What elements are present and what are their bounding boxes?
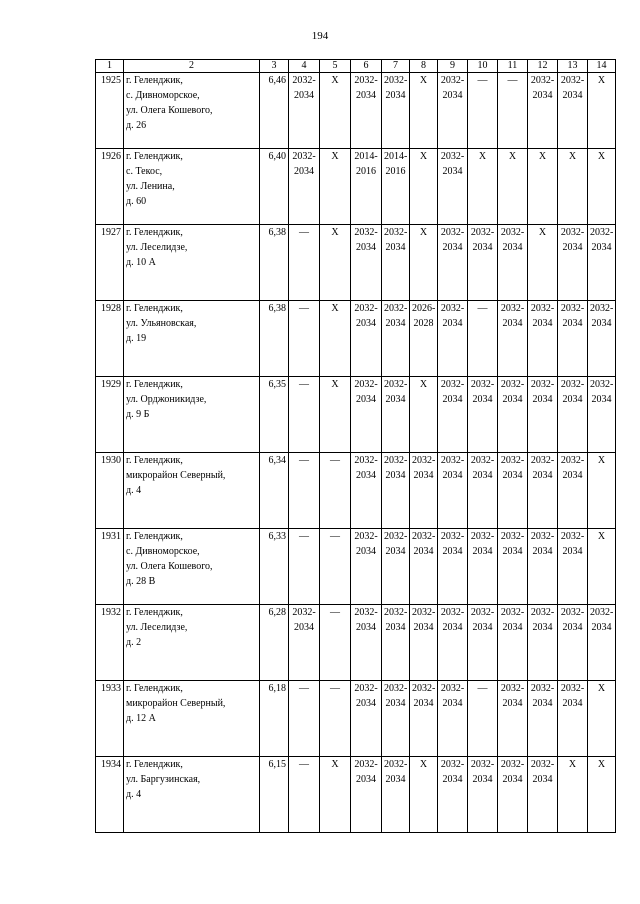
column-header: 14 [588, 60, 616, 73]
area-cell: 6,28 [260, 605, 289, 681]
value-cell: 2032- 2034 [351, 453, 382, 529]
row-number-cell: 1926 [96, 149, 124, 225]
column-header: 3 [260, 60, 289, 73]
area-cell: 6,15 [260, 757, 289, 833]
value-cell: X [410, 73, 438, 149]
area-cell: 6,38 [260, 301, 289, 377]
value-cell: 2032- 2034 [351, 605, 382, 681]
address-cell: г. Геленджик, ул. Леселидзе, д. 10 А [124, 225, 260, 301]
column-header: 13 [558, 60, 588, 73]
address-cell: г. Геленджик, ул. Орджоникидзе, д. 9 Б [124, 377, 260, 453]
value-cell: 2032- 2034 [468, 757, 498, 833]
value-cell: 2032- 2034 [351, 529, 382, 605]
column-header: 2 [124, 60, 260, 73]
table-row [96, 301, 616, 377]
value-cell: X [498, 149, 528, 225]
table-row [96, 757, 616, 833]
value-cell: 2032- 2034 [382, 377, 410, 453]
address-cell: г. Геленджик, с. Текос, ул. Ленина, д. 60 [124, 149, 260, 225]
row-number-cell: 1931 [96, 529, 124, 605]
value-cell: — [468, 301, 498, 377]
value-cell: 2032- 2034 [558, 529, 588, 605]
value-cell: 2032- 2034 [438, 605, 468, 681]
value-cell: 2032- 2034 [528, 377, 558, 453]
value-cell: X [320, 149, 351, 225]
value-cell: 2032- 2034 [351, 301, 382, 377]
value-cell: X [410, 149, 438, 225]
value-cell: X [410, 377, 438, 453]
value-cell: X [468, 149, 498, 225]
value-cell: 2032- 2034 [382, 225, 410, 301]
row-number-cell: 1934 [96, 757, 124, 833]
value-cell: — [289, 529, 320, 605]
value-cell: 2032- 2034 [558, 453, 588, 529]
row-number-cell: 1928 [96, 301, 124, 377]
value-cell: 2032- 2034 [468, 225, 498, 301]
value-cell: 2032- 2034 [528, 605, 558, 681]
value-cell: 2032- 2034 [498, 529, 528, 605]
value-cell: 2032- 2034 [289, 73, 320, 149]
value-cell: X [320, 301, 351, 377]
value-cell: 2032- 2034 [382, 73, 410, 149]
address-cell: г. Геленджик, с. Дивноморское, ул. Олега Кошевого, д. 26 [124, 73, 260, 149]
row-number-cell: 1929 [96, 377, 124, 453]
column-header: 7 [382, 60, 410, 73]
value-cell: 2032- 2034 [528, 681, 558, 757]
value-cell: — [320, 529, 351, 605]
value-cell: 2032- 2034 [382, 529, 410, 605]
value-cell: — [289, 757, 320, 833]
value-cell: — [320, 681, 351, 757]
value-cell: X [588, 149, 616, 225]
table-row [96, 225, 616, 301]
value-cell: X [320, 757, 351, 833]
value-cell: 2032- 2034 [468, 605, 498, 681]
value-cell: 2032- 2034 [351, 377, 382, 453]
value-cell: 2032- 2034 [558, 377, 588, 453]
value-cell: 2032- 2034 [498, 301, 528, 377]
column-header: 11 [498, 60, 528, 73]
area-cell: 6,34 [260, 453, 289, 529]
value-cell: 2032- 2034 [558, 73, 588, 149]
value-cell: 2032- 2034 [438, 681, 468, 757]
value-cell: 2032- 2034 [528, 453, 558, 529]
value-cell: 2032- 2034 [351, 757, 382, 833]
value-cell: 2032- 2034 [528, 301, 558, 377]
value-cell: 2032- 2034 [438, 301, 468, 377]
value-cell: 2032- 2034 [558, 225, 588, 301]
header-row [96, 60, 616, 73]
table-row [96, 681, 616, 757]
value-cell: 2032- 2034 [410, 529, 438, 605]
value-cell: 2032- 2034 [528, 757, 558, 833]
value-cell: 2032- 2034 [382, 681, 410, 757]
value-cell: X [320, 73, 351, 149]
row-number-cell: 1932 [96, 605, 124, 681]
value-cell: 2032- 2034 [588, 605, 616, 681]
value-cell: X [558, 149, 588, 225]
column-header: 10 [468, 60, 498, 73]
value-cell: X [588, 681, 616, 757]
column-header: 4 [289, 60, 320, 73]
value-cell: — [289, 301, 320, 377]
value-cell: 2032- 2034 [498, 757, 528, 833]
table-row [96, 529, 616, 605]
value-cell: 2032- 2034 [558, 681, 588, 757]
value-cell: X [410, 757, 438, 833]
value-cell: — [289, 681, 320, 757]
value-cell: 2032- 2034 [438, 453, 468, 529]
value-cell: 2032- 2034 [588, 225, 616, 301]
value-cell: 2032- 2034 [498, 377, 528, 453]
value-cell: 2014- 2016 [382, 149, 410, 225]
address-cell: г. Геленджик, микрорайон Северный, д. 4 [124, 453, 260, 529]
value-cell: 2032- 2034 [468, 377, 498, 453]
area-cell: 6,18 [260, 681, 289, 757]
address-cell: г. Геленджик, ул. Баргузинская, д. 4 [124, 757, 260, 833]
column-header: 1 [96, 60, 124, 73]
value-cell: X [588, 757, 616, 833]
value-cell: 2032- 2034 [498, 225, 528, 301]
address-cell: г. Геленджик, микрорайон Северный, д. 12 А [124, 681, 260, 757]
value-cell: 2032- 2034 [410, 681, 438, 757]
value-cell: 2032- 2034 [528, 73, 558, 149]
value-cell: X [320, 377, 351, 453]
value-cell: X [588, 73, 616, 149]
value-cell: — [320, 605, 351, 681]
value-cell: X [528, 225, 558, 301]
housing-registry-table [95, 59, 616, 833]
row-number-cell: 1930 [96, 453, 124, 529]
address-cell: г. Геленджик, ул. Ульяновская, д. 19 [124, 301, 260, 377]
row-number-cell: 1933 [96, 681, 124, 757]
value-cell: X [320, 225, 351, 301]
value-cell: 2032- 2034 [410, 605, 438, 681]
column-header: 12 [528, 60, 558, 73]
area-cell: 6,40 [260, 149, 289, 225]
value-cell: 2032- 2034 [289, 149, 320, 225]
value-cell: 2032- 2034 [438, 757, 468, 833]
value-cell: — [498, 73, 528, 149]
page-number: 194 [311, 30, 329, 42]
value-cell: X [410, 225, 438, 301]
address-cell: г. Геленджик, ул. Леселидзе, д. 2 [124, 605, 260, 681]
value-cell: — [468, 73, 498, 149]
value-cell: — [289, 225, 320, 301]
value-cell: 2032- 2034 [438, 149, 468, 225]
column-header: 6 [351, 60, 382, 73]
table-row [96, 149, 616, 225]
area-cell: 6,33 [260, 529, 289, 605]
value-cell: 2032- 2034 [438, 377, 468, 453]
value-cell: 2032- 2034 [382, 453, 410, 529]
table-row [96, 605, 616, 681]
table-row [96, 73, 616, 149]
value-cell: X [588, 529, 616, 605]
value-cell: X [528, 149, 558, 225]
value-cell: — [289, 377, 320, 453]
value-cell: 2032- 2034 [558, 301, 588, 377]
value-cell: 2014- 2016 [351, 149, 382, 225]
value-cell: 2032- 2034 [351, 73, 382, 149]
value-cell: 2032- 2034 [498, 605, 528, 681]
value-cell: X [558, 757, 588, 833]
value-cell: — [289, 453, 320, 529]
value-cell: X [588, 453, 616, 529]
value-cell: 2032- 2034 [410, 453, 438, 529]
area-cell: 6,38 [260, 225, 289, 301]
table-row [96, 453, 616, 529]
value-cell: 2032- 2034 [558, 605, 588, 681]
row-number-cell: 1925 [96, 73, 124, 149]
value-cell: — [320, 453, 351, 529]
column-header: 5 [320, 60, 351, 73]
value-cell: 2032- 2034 [438, 529, 468, 605]
value-cell: 2032- 2034 [528, 529, 558, 605]
value-cell: 2026- 2028 [410, 301, 438, 377]
value-cell: 2032- 2034 [588, 301, 616, 377]
area-cell: 6,35 [260, 377, 289, 453]
column-header: 9 [438, 60, 468, 73]
column-header: 8 [410, 60, 438, 73]
value-cell: — [468, 681, 498, 757]
value-cell: 2032- 2034 [498, 681, 528, 757]
value-cell: 2032- 2034 [382, 301, 410, 377]
value-cell: 2032- 2034 [289, 605, 320, 681]
table-row [96, 377, 616, 453]
value-cell: 2032- 2034 [498, 453, 528, 529]
value-cell: 2032- 2034 [382, 757, 410, 833]
value-cell: 2032- 2034 [468, 453, 498, 529]
value-cell: 2032- 2034 [351, 225, 382, 301]
value-cell: 2032- 2034 [382, 605, 410, 681]
row-number-cell: 1927 [96, 225, 124, 301]
address-cell: г. Геленджик, с. Дивноморское, ул. Олега Кошевого, д. 28 В [124, 529, 260, 605]
value-cell: 2032- 2034 [438, 73, 468, 149]
value-cell: 2032- 2034 [351, 681, 382, 757]
area-cell: 6,46 [260, 73, 289, 149]
value-cell: 2032- 2034 [468, 529, 498, 605]
value-cell: 2032- 2034 [588, 377, 616, 453]
value-cell: 2032- 2034 [438, 225, 468, 301]
